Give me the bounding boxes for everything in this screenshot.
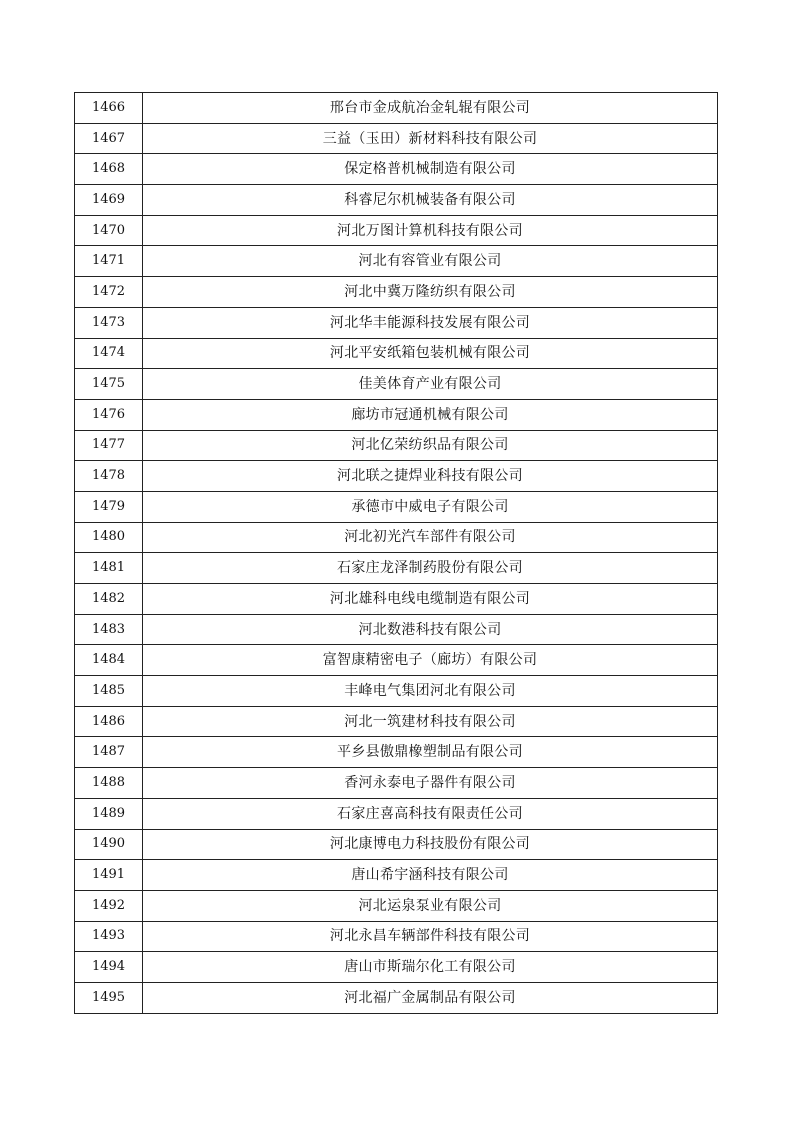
row-number: 1479: [75, 491, 143, 522]
table-row: [75, 522, 718, 553]
company-name: 承德市中威电子有限公司: [143, 491, 718, 522]
table-row: [75, 890, 718, 921]
table-row: [75, 93, 718, 124]
row-number: 1481: [75, 553, 143, 584]
row-number: 1473: [75, 307, 143, 338]
row-number: 1469: [75, 185, 143, 216]
row-number: 1474: [75, 338, 143, 369]
row-number: 1468: [75, 154, 143, 185]
table-row: [75, 737, 718, 768]
row-number: 1492: [75, 890, 143, 921]
table-row: [75, 123, 718, 154]
table-row: [75, 921, 718, 952]
row-number: 1475: [75, 369, 143, 400]
row-number: 1480: [75, 522, 143, 553]
row-number: 1488: [75, 768, 143, 799]
table-row: [75, 307, 718, 338]
row-number: 1491: [75, 860, 143, 891]
table-row: [75, 338, 718, 369]
row-number: 1466: [75, 93, 143, 124]
company-name: 平乡县傲鼎橡塑制品有限公司: [143, 737, 718, 768]
company-name: 丰峰电气集团河北有限公司: [143, 676, 718, 707]
row-number: 1486: [75, 706, 143, 737]
row-number: 1494: [75, 952, 143, 983]
company-name: 佳美体育产业有限公司: [143, 369, 718, 400]
row-number: 1467: [75, 123, 143, 154]
row-number: 1490: [75, 829, 143, 860]
company-name: 河北联之捷焊业科技有限公司: [143, 461, 718, 492]
row-number: 1478: [75, 461, 143, 492]
company-name: 河北中冀万隆纺织有限公司: [143, 277, 718, 308]
company-name: 河北康博电力科技股份有限公司: [143, 829, 718, 860]
company-name: 河北雄科电线电缆制造有限公司: [143, 584, 718, 615]
row-number: 1476: [75, 399, 143, 430]
table-row: [75, 430, 718, 461]
company-name: 河北数港科技有限公司: [143, 614, 718, 645]
company-name: 河北华丰能源科技发展有限公司: [143, 307, 718, 338]
table-row: [75, 768, 718, 799]
table-row: [75, 584, 718, 615]
company-name: 香河永泰电子器件有限公司: [143, 768, 718, 799]
table-row: [75, 277, 718, 308]
table-row: [75, 491, 718, 522]
table-row: [75, 829, 718, 860]
row-number: 1493: [75, 921, 143, 952]
company-name: 保定格普机械制造有限公司: [143, 154, 718, 185]
row-number: 1484: [75, 645, 143, 676]
table-row: [75, 614, 718, 645]
row-number: 1470: [75, 215, 143, 246]
company-name: 唐山市斯瑞尔化工有限公司: [143, 952, 718, 983]
row-number: 1489: [75, 798, 143, 829]
row-number: 1483: [75, 614, 143, 645]
row-number: 1495: [75, 982, 143, 1013]
table-row: [75, 553, 718, 584]
table-row: [75, 154, 718, 185]
company-name: 邢台市金成航冶金轧辊有限公司: [143, 93, 718, 124]
company-name: 河北一筑建材科技有限公司: [143, 706, 718, 737]
company-name: 石家庄龙泽制药股份有限公司: [143, 553, 718, 584]
table-row: [75, 246, 718, 277]
row-number: 1487: [75, 737, 143, 768]
company-name: 河北平安纸箱包装机械有限公司: [143, 338, 718, 369]
company-name: 河北亿荣纺织品有限公司: [143, 430, 718, 461]
company-name: 科睿尼尔机械装备有限公司: [143, 185, 718, 216]
table-row: [75, 798, 718, 829]
table-row: [75, 952, 718, 983]
table-row: [75, 369, 718, 400]
company-name: 河北运泉泵业有限公司: [143, 890, 718, 921]
table-row: [75, 982, 718, 1013]
company-list-body: [75, 93, 718, 1014]
company-name: 石家庄喜高科技有限责任公司: [143, 798, 718, 829]
table-row: [75, 399, 718, 430]
company-name: 富智康精密电子（廊坊）有限公司: [143, 645, 718, 676]
table-row: [75, 706, 718, 737]
company-name: 河北永昌车辆部件科技有限公司: [143, 921, 718, 952]
company-name: 河北初光汽车部件有限公司: [143, 522, 718, 553]
row-number: 1482: [75, 584, 143, 615]
company-name: 唐山希宇涵科技有限公司: [143, 860, 718, 891]
company-name: 三益（玉田）新材料科技有限公司: [143, 123, 718, 154]
row-number: 1477: [75, 430, 143, 461]
row-number: 1472: [75, 277, 143, 308]
table-row: [75, 461, 718, 492]
company-list-table: [74, 92, 718, 1014]
table-row: [75, 860, 718, 891]
table-row: [75, 185, 718, 216]
row-number: 1471: [75, 246, 143, 277]
company-name: 廊坊市冠通机械有限公司: [143, 399, 718, 430]
table-row: [75, 645, 718, 676]
table-row: [75, 676, 718, 707]
company-name: 河北万图计算机科技有限公司: [143, 215, 718, 246]
row-number: 1485: [75, 676, 143, 707]
company-name: 河北有容管业有限公司: [143, 246, 718, 277]
table-row: [75, 215, 718, 246]
company-name: 河北福广金属制品有限公司: [143, 982, 718, 1013]
